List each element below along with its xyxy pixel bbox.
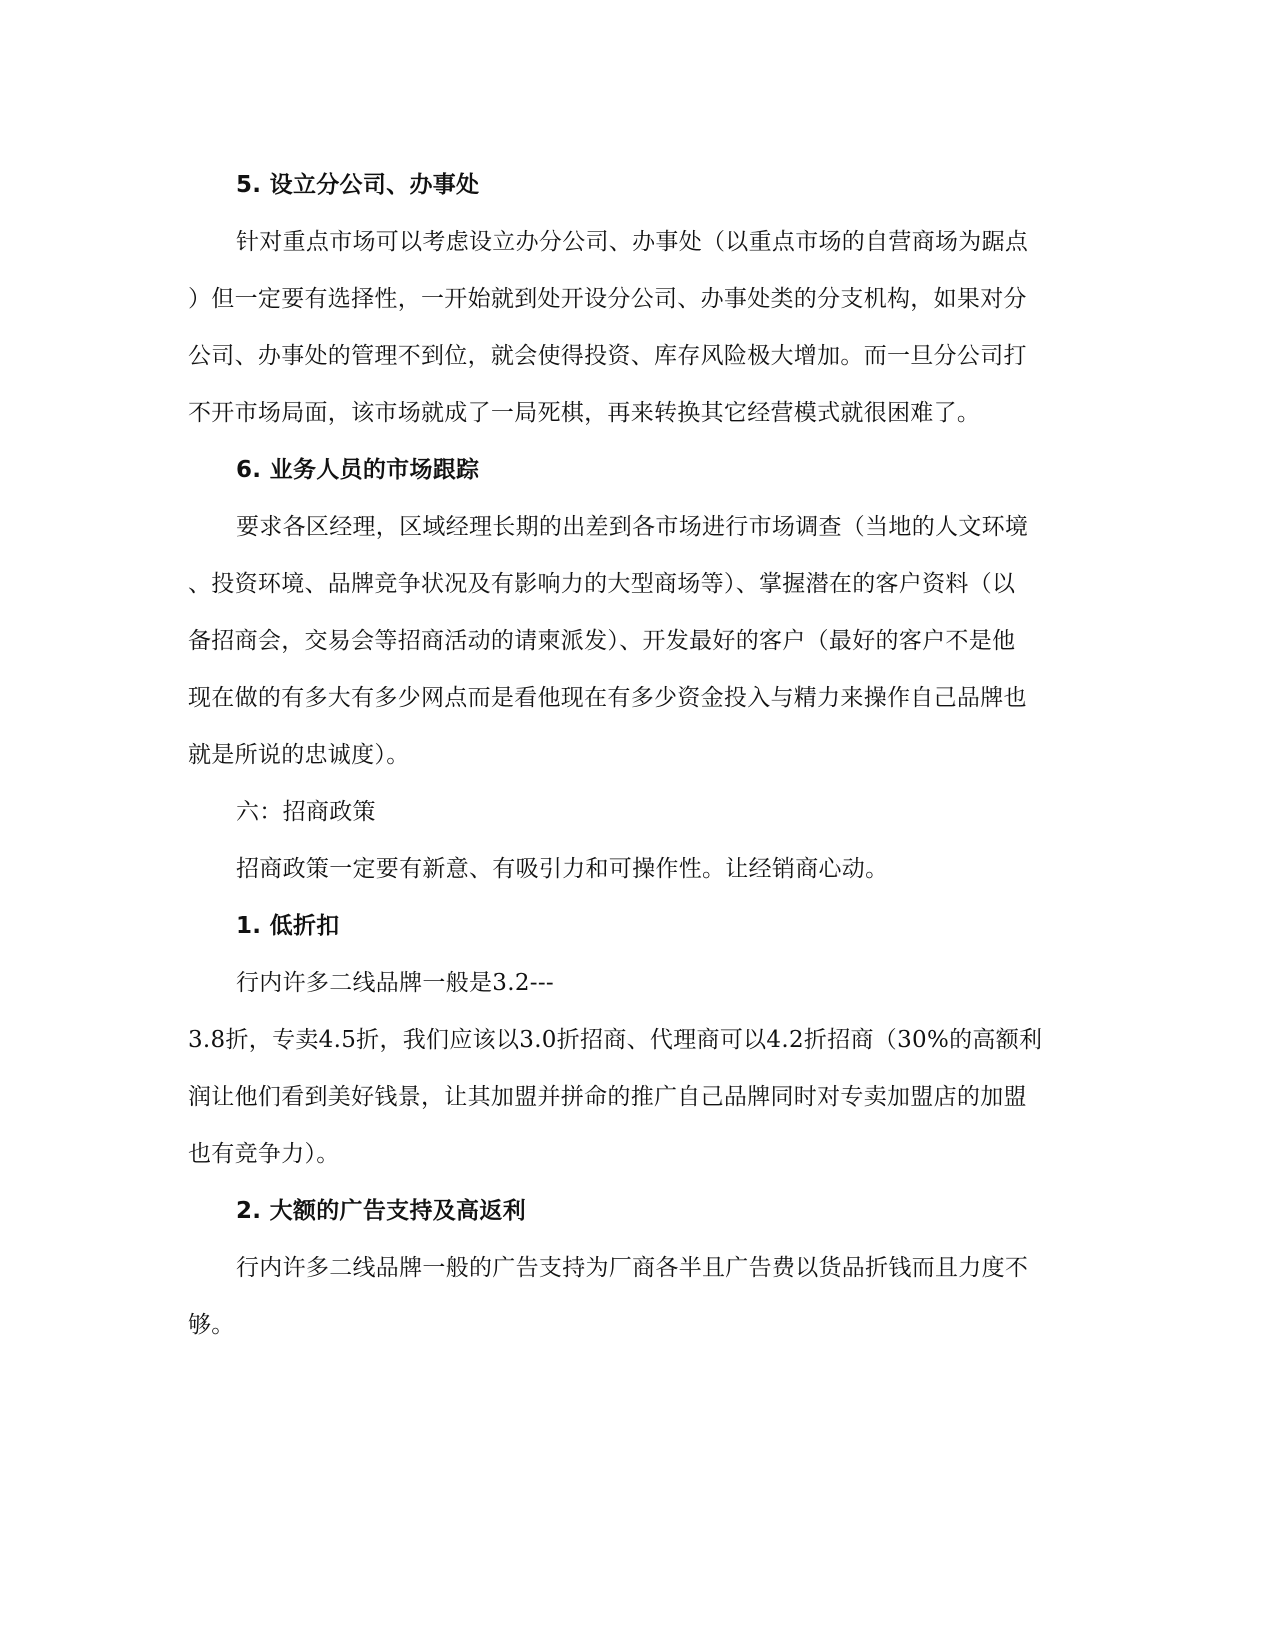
paragraph-line: 就是所说的忠诚度）。 bbox=[188, 742, 410, 768]
chapter-intro: 招商政策一定要有新意、有吸引力和可操作性。让经销商心动。 bbox=[236, 856, 889, 882]
paragraph-line: 行内许多二线品牌一般是3.2--- bbox=[236, 970, 554, 996]
section-heading-2: 2. 大额的广告支持及高返利 bbox=[236, 1198, 526, 1224]
paragraph-line: 够。 bbox=[188, 1312, 235, 1338]
paragraph-line: 要求各区经理，区域经理长期的出差到各市场进行市场调查（当地的人文环境 bbox=[236, 514, 1029, 540]
paragraph-line: 、投资环境、品牌竞争状况及有影响力的大型商场等）、掌握潜在的客户资料（以 bbox=[188, 571, 1016, 597]
paragraph-line: 也有竞争力）。 bbox=[188, 1141, 340, 1167]
paragraph-line: 备招商会，交易会等招商活动的请柬派发）、开发最好的客户（最好的客户不是他 bbox=[188, 628, 1016, 654]
paragraph-line: 公司、办事处的管理不到位，就会使得投资、库存风险极大增加。而一旦分公司打 bbox=[188, 343, 1027, 369]
paragraph-line: ）但一定要有选择性，一开始就到处开设分公司、办事处类的分支机构，如果对分 bbox=[188, 286, 1027, 312]
section-heading-6: 6. 业务人员的市场跟踪 bbox=[236, 457, 480, 483]
chapter-title: 六：招商政策 bbox=[236, 799, 376, 825]
paragraph-line: 不开市场局面，该市场就成了一局死棋，再来转换其它经营模式就很困难了。 bbox=[188, 400, 981, 426]
section-heading-5: 5. 设立分公司、办事处 bbox=[236, 172, 480, 198]
section-heading-1: 1. 低折扣 bbox=[236, 913, 340, 939]
paragraph-line: 行内许多二线品牌一般的广告支持为厂商各半且广告费以货品折钱而且力度不 bbox=[236, 1255, 1029, 1281]
paragraph-line: 针对重点市场可以考虑设立办分公司、办事处（以重点市场的自营商场为踞点 bbox=[236, 229, 1029, 255]
paragraph-line: 现在做的有多大有多少网点而是看他现在有多少资金投入与精力来操作自己品牌也 bbox=[188, 685, 1027, 711]
paragraph-line: 3.8折，专卖4.5折，我们应该以3.0折招商、代理商可以4.2折招商（30%的高额利 bbox=[188, 1027, 1043, 1053]
paragraph-line: 润让他们看到美好钱景，让其加盟并拼命的推广自己品牌同时对专卖加盟店的加盟 bbox=[188, 1084, 1027, 1110]
